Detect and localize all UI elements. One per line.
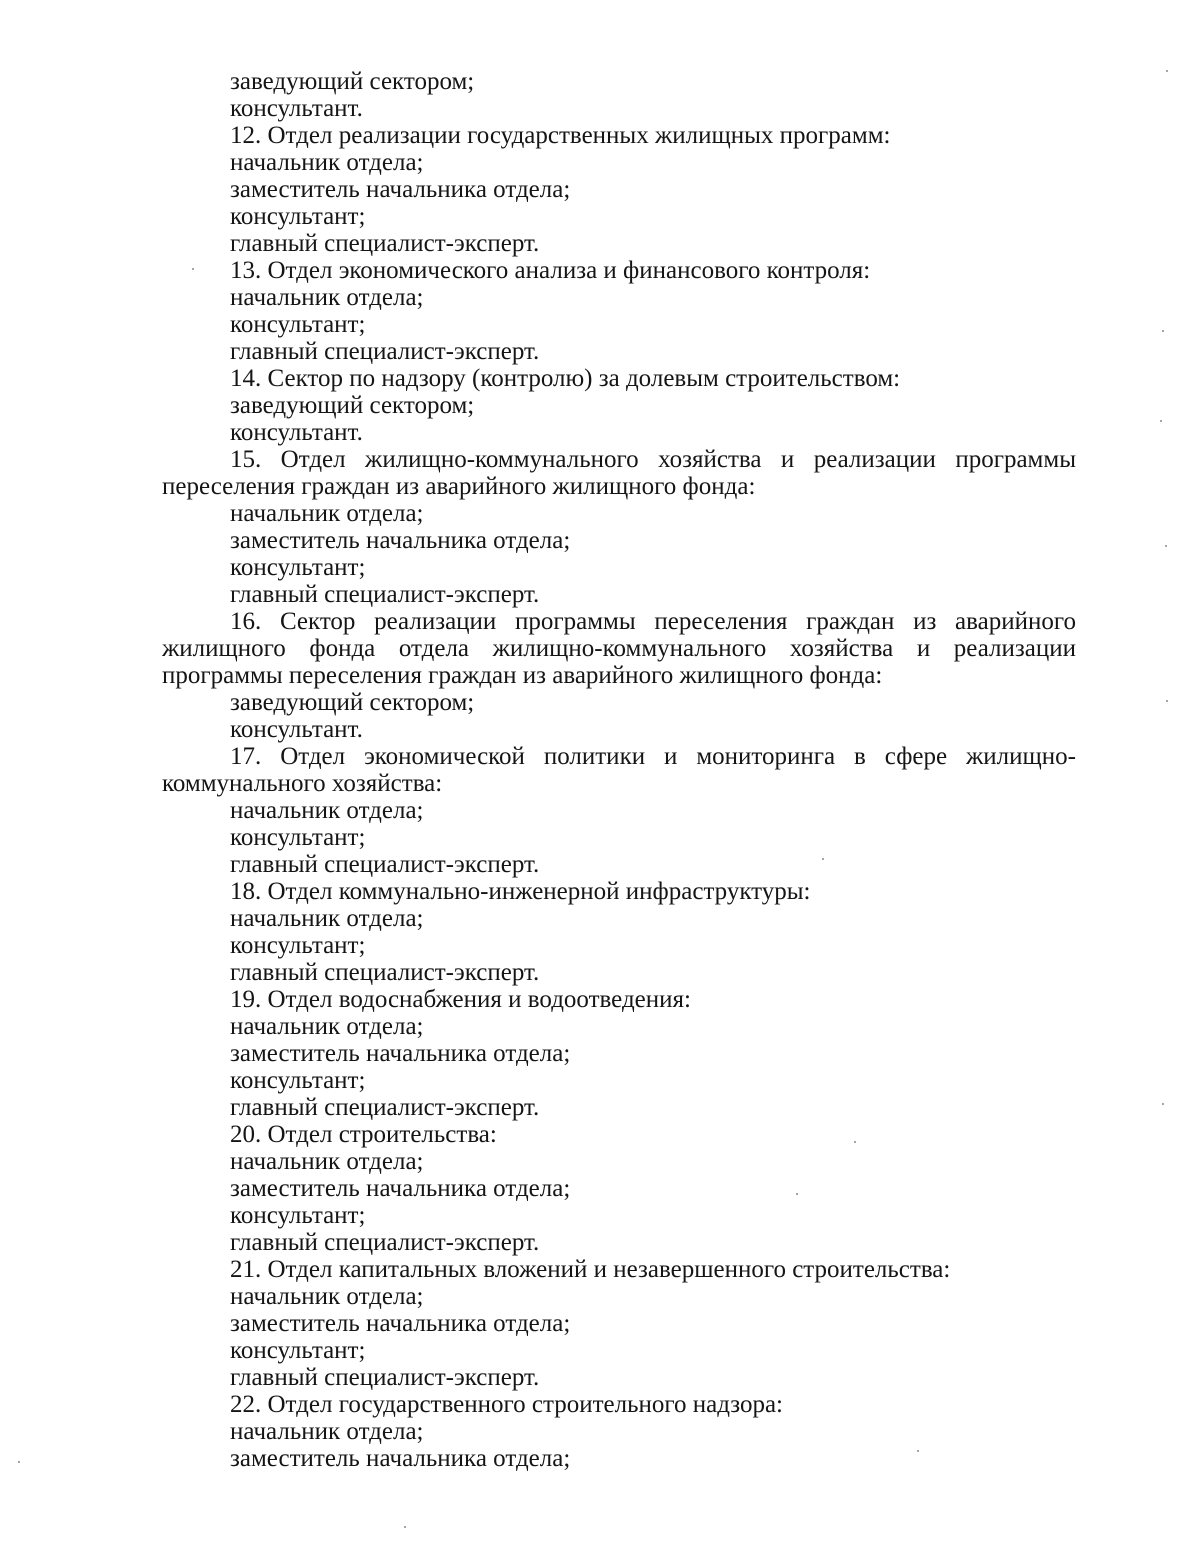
document-body	[162, 68, 1076, 1472]
text-line: главный специалист-эксперт.	[230, 1364, 540, 1391]
section-heading-continuation: программы переселения граждан из аварийного жилищного фонда:	[162, 662, 883, 689]
text-line: главный специалист-эксперт.	[230, 338, 540, 365]
section-heading: 20. Отдел строительства:	[230, 1121, 497, 1148]
text-line: главный специалист-эксперт.	[230, 959, 540, 986]
text-line: заведующий сектором;	[230, 689, 475, 716]
scan-speck	[1162, 1103, 1164, 1105]
text-line: заместитель начальника отдела;	[230, 1040, 571, 1067]
text-line: консультант;	[230, 1337, 366, 1364]
section-heading-continuation: жилищного фонда отдела жилищно-коммунального хозяйства и реализации	[162, 635, 1076, 662]
text-line: заместитель начальника отдела;	[230, 527, 571, 554]
text-line: консультант.	[230, 716, 363, 743]
section-heading: 21. Отдел капитальных вложений и незавершенного строительства:	[230, 1256, 951, 1283]
text-line: консультант;	[230, 824, 366, 851]
scan-speck	[192, 268, 194, 270]
text-line: консультант;	[230, 1067, 366, 1094]
text-line: консультант;	[230, 932, 366, 959]
text-line: начальник отдела;	[230, 1148, 424, 1175]
scan-speck	[1166, 70, 1168, 72]
text-line: начальник отдела;	[230, 797, 424, 824]
text-line: главный специалист-эксперт.	[230, 1229, 540, 1256]
text-line: главный специалист-эксперт.	[230, 851, 540, 878]
text-line: начальник отдела;	[230, 500, 424, 527]
section-heading: 22. Отдел государственного строительного надзора:	[230, 1391, 784, 1418]
text-line: консультант;	[230, 311, 366, 338]
text-line: начальник отдела;	[230, 149, 424, 176]
section-heading: 18. Отдел коммунально-инженерной инфраструктуры:	[230, 878, 811, 905]
section-heading: 15. Отдел жилищно-коммунального хозяйства и реализации программы	[230, 446, 1076, 473]
section-heading: 13. Отдел экономического анализа и финансового контроля:	[230, 257, 871, 284]
scan-speck	[1162, 330, 1164, 332]
text-line: начальник отдела;	[230, 905, 424, 932]
scan-speck	[796, 1193, 798, 1195]
section-heading: 19. Отдел водоснабжения и водоотведения:	[230, 986, 691, 1013]
section-heading: 14. Сектор по надзору (контролю) за долевым строительством:	[230, 365, 901, 392]
text-line: начальник отдела;	[230, 1013, 424, 1040]
scan-speck	[404, 1526, 406, 1528]
text-line: консультант;	[230, 1202, 366, 1229]
scan-speck	[1166, 700, 1168, 702]
scan-speck	[822, 858, 824, 860]
section-heading: 17. Отдел экономической политики и мониторинга в сфере жилищно-	[230, 743, 1076, 770]
text-line: начальник отдела;	[230, 1283, 424, 1310]
text-line: консультант.	[230, 419, 363, 446]
text-line: консультант;	[230, 554, 366, 581]
scan-speck	[854, 1141, 856, 1143]
text-line: консультант;	[230, 203, 366, 230]
scan-speck	[917, 1450, 919, 1452]
text-line: заместитель начальника отдела;	[230, 1175, 571, 1202]
scan-speck	[1160, 420, 1162, 422]
text-line: заведующий сектором;	[230, 392, 475, 419]
text-line: главный специалист-эксперт.	[230, 581, 540, 608]
text-line: начальник отдела;	[230, 284, 424, 311]
text-line: консультант.	[230, 95, 363, 122]
section-heading: 16. Сектор реализации программы переселения граждан из аварийного	[230, 608, 1076, 635]
section-heading-continuation: коммунального хозяйства:	[162, 770, 443, 797]
text-line: главный специалист-эксперт.	[230, 230, 540, 257]
scan-speck	[18, 1461, 20, 1463]
text-line: заместитель начальника отдела;	[230, 1445, 571, 1472]
section-heading-continuation: переселения граждан из аварийного жилищного фонда:	[162, 473, 756, 500]
text-line: заведующий сектором;	[230, 68, 475, 95]
text-line: начальник отдела;	[230, 1418, 424, 1445]
scan-speck	[1165, 545, 1167, 547]
text-line: заместитель начальника отдела;	[230, 176, 571, 203]
section-heading: 12. Отдел реализации государственных жилищных программ:	[230, 122, 891, 149]
text-line: главный специалист-эксперт.	[230, 1094, 540, 1121]
text-line: заместитель начальника отдела;	[230, 1310, 571, 1337]
